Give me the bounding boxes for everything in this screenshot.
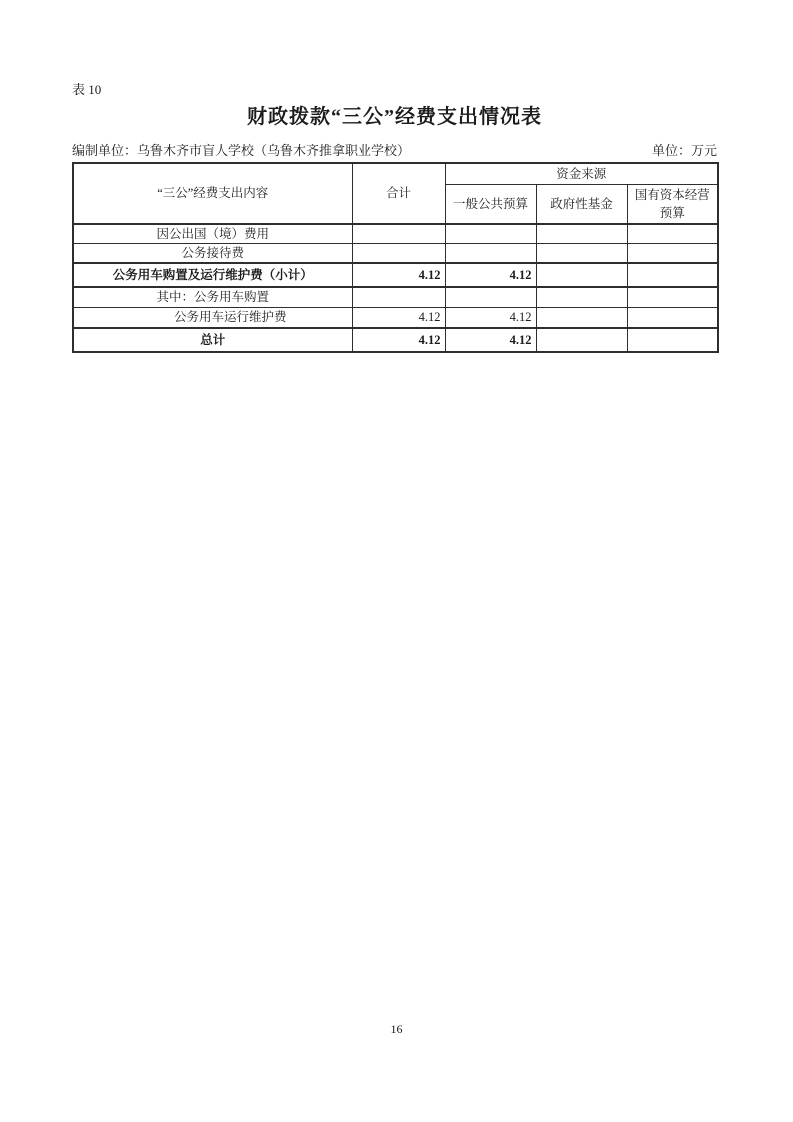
- state-capital-budget-cell: [627, 224, 718, 244]
- sheet-label: 表 10: [72, 82, 102, 97]
- header-government-fund: 政府性基金: [536, 184, 627, 224]
- row-label: 总计: [73, 328, 352, 352]
- row-label: 其中：公务用车购置: [73, 287, 352, 307]
- row-label: 公务用车运行维护费: [73, 307, 352, 328]
- government-fund-cell: [536, 328, 627, 352]
- state-capital-budget-cell: [627, 263, 718, 287]
- header-funding-source: 资金来源: [445, 163, 718, 184]
- table-row-grand-total: [73, 328, 718, 352]
- total-cell: 4.12: [352, 328, 445, 352]
- table-header-row-1: [73, 163, 718, 184]
- government-fund-cell: [536, 287, 627, 307]
- government-fund-cell: [536, 307, 627, 328]
- state-capital-budget-cell: [627, 307, 718, 328]
- unit-label: 单位：万元: [651, 143, 717, 158]
- row-label: 公务接待费: [73, 244, 352, 264]
- state-capital-budget-cell: [627, 287, 718, 307]
- row-label: 公务用车购置及运行维护费（小计）: [73, 263, 352, 287]
- three-public-expense-table: [72, 162, 719, 353]
- state-capital-budget-cell: [627, 328, 718, 352]
- row-label: 因公出国（境）费用: [73, 224, 352, 244]
- total-cell: 4.12: [352, 263, 445, 287]
- general-public-budget-cell: [445, 244, 536, 264]
- government-fund-cell: [536, 263, 627, 287]
- general-public-budget-cell: 4.12: [445, 263, 536, 287]
- general-public-budget-cell: 4.12: [445, 328, 536, 352]
- government-fund-cell: [536, 244, 627, 264]
- prepared-by-label: 编制单位：乌鲁木齐市盲人学校（乌鲁木齐推拿职业学校）: [72, 143, 411, 158]
- total-cell: [352, 224, 445, 244]
- general-public-budget-cell: 4.12: [445, 307, 536, 328]
- table-row-subtotal: [73, 263, 718, 287]
- total-cell: [352, 287, 445, 307]
- header-total-col: 合计: [352, 163, 445, 224]
- header-content-col: “三公”经费支出内容: [73, 163, 352, 224]
- header-general-public-budget: 一般公共预算: [445, 184, 536, 224]
- header-state-capital-budget: 国有资本经营预算: [627, 184, 718, 224]
- table-row: [73, 224, 718, 244]
- meta-row: [72, 140, 717, 159]
- table-row: [73, 307, 718, 328]
- page-number: 16: [390, 1022, 403, 1036]
- general-public-budget-cell: [445, 287, 536, 307]
- state-capital-budget-cell: [627, 244, 718, 264]
- total-cell: [352, 244, 445, 264]
- total-cell: 4.12: [352, 307, 445, 328]
- general-public-budget-cell: [445, 224, 536, 244]
- table-row: [73, 287, 718, 307]
- page-title: 财政拨款“三公”经费支出情况表: [247, 106, 542, 128]
- government-fund-cell: [536, 224, 627, 244]
- table-row: [73, 244, 718, 264]
